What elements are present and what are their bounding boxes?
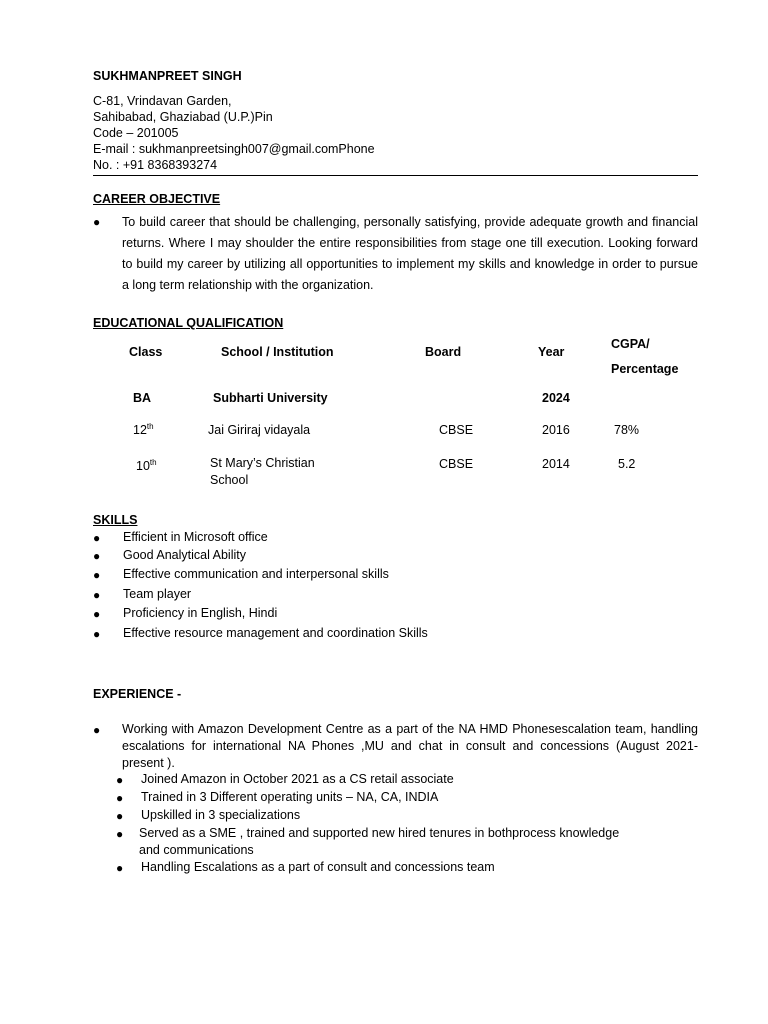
phone-line: No. : +91 8368393274 — [93, 158, 218, 172]
bullet-icon: ● — [93, 531, 101, 545]
bullet-icon: ● — [93, 588, 101, 602]
column-school: School / Institution — [221, 345, 334, 359]
address-line-3: Code – 201005 — [93, 126, 179, 140]
experience-main-text: Working with Amazon Development Centre as a part of the NA HMD Phonesescalation team, handling escalations for international NA Phones ,MU and chat in consult and concessions (August 2021- present ). — [122, 722, 698, 770]
address-line-1: C-81, Vrindavan Garden, — [93, 94, 232, 108]
table-cell-board: CBSE — [439, 457, 474, 471]
table-cell-year: 2024 — [542, 391, 570, 405]
table-cell-board: CBSE — [439, 423, 474, 437]
email-line: E-mail : sukhmanpreetsingh007@gmail.comPhone — [93, 142, 375, 156]
bullet-icon: ● — [93, 215, 101, 229]
candidate-name: SUKHMANPREET SINGH — [93, 69, 242, 83]
list-item: Upskilled in 3 specializations — [141, 808, 301, 822]
table-cell-class: BA — [133, 391, 152, 405]
column-class: Class — [129, 345, 163, 359]
table-cell-school: Jai Giriraj vidayala — [208, 423, 311, 437]
table-cell-year: 2016 — [542, 423, 570, 437]
list-item: Handling Escalations as a part of consult and concessions team — [141, 860, 495, 874]
career-objective-heading: CAREER OBJECTIVE — [93, 192, 221, 206]
list-item: Efficient in Microsoft office — [123, 530, 268, 544]
career-objective-text: To build career that should be challenging, personally satisfying, provide adequate growth and financial returns. Where I may shoulder the entire responsibilities from stage one till execution. Looking forward to build my career by utilizing all opportunities to implement my skills and knowledge in order to pursue a long term relationship with the organization. — [122, 215, 698, 292]
table-cell-school: St Mary’s Christian School — [210, 456, 315, 487]
list-item: Proficiency in English, Hindi — [123, 606, 278, 620]
skills-heading: SKILLS — [93, 513, 138, 527]
bullet-icon: ● — [93, 723, 101, 737]
list-item: Good Analytical Ability — [123, 548, 246, 562]
column-cgpa: CGPA/ — [611, 337, 650, 351]
bullet-icon: ● — [93, 568, 101, 582]
bullet-icon: ● — [116, 773, 124, 787]
table-cell-score: 78% — [614, 423, 640, 437]
list-item: Effective communication and interpersonal skills — [123, 567, 389, 581]
table-cell-score: 5.2 — [618, 457, 636, 471]
bullet-icon: ● — [116, 791, 124, 805]
experience-heading: EXPERIENCE - — [93, 687, 182, 701]
list-item: Served as a SME , trained and supported new hired tenures in bothprocess knowledge and communications — [139, 826, 620, 857]
table-cell-class: 12th — [133, 421, 154, 437]
bullet-icon: ● — [116, 827, 124, 841]
table-cell-class: 10th — [136, 457, 157, 473]
list-item: Joined Amazon in October 2021 as a CS retail associate — [141, 772, 454, 786]
bullet-icon: ● — [93, 607, 101, 621]
list-item: Effective resource management and coordination Skills — [123, 626, 428, 640]
bullet-icon: ● — [93, 627, 101, 641]
address-line-2: Sahibabad, Ghaziabad (U.P.)Pin — [93, 110, 273, 124]
column-year: Year — [538, 345, 565, 359]
column-percentage: Percentage — [611, 362, 679, 376]
table-cell-year: 2014 — [542, 457, 570, 471]
header-divider — [93, 175, 698, 176]
list-item: Team player — [123, 587, 192, 601]
table-cell-school: Subharti University — [213, 391, 328, 405]
bullet-icon: ● — [116, 809, 124, 823]
list-item: Trained in 3 Different operating units – NA, CA, INDIA — [141, 790, 439, 804]
education-heading: EDUCATIONAL QUALIFICATION — [93, 316, 284, 330]
bullet-icon: ● — [93, 549, 101, 563]
column-board: Board — [425, 345, 462, 359]
bullet-icon: ● — [116, 861, 124, 875]
